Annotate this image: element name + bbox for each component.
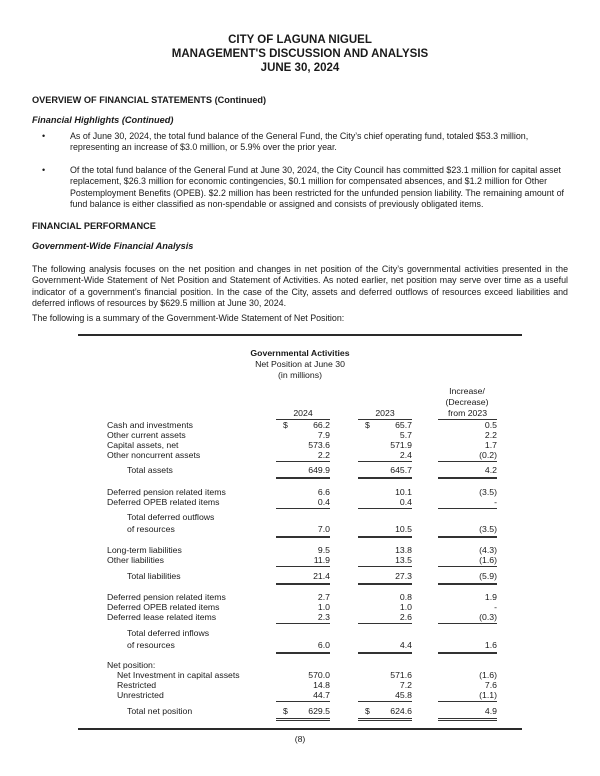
col-header-2023: 2023 <box>358 408 412 420</box>
subtotal-underline <box>276 461 330 462</box>
value-2024: 2.3 <box>317 612 330 622</box>
table-row-total <box>0 524 600 535</box>
value-change: 4.2 <box>484 465 497 475</box>
total-underline <box>358 652 412 654</box>
report-entity-title: CITY OF LAGUNA NIGUEL <box>228 34 372 46</box>
double-underline <box>276 718 330 721</box>
value-2024: 6.6 <box>317 487 330 497</box>
total-underline <box>276 536 330 538</box>
total-underline <box>276 583 330 585</box>
row-label: Other current assets <box>107 430 186 440</box>
subtotal-underline <box>438 566 497 567</box>
value-2023: 4.4 <box>399 640 412 650</box>
subtotal-underline <box>358 508 412 509</box>
table-row-total-label <box>0 628 600 639</box>
subtotal-underline <box>276 566 330 567</box>
total-underline <box>438 652 497 654</box>
value-2023: 5.7 <box>399 430 412 440</box>
col-header-change-line3: from 2023 <box>438 408 497 420</box>
subtotal-underline <box>438 701 497 702</box>
summary-intro-paragraph: The following is a summary of the Government-Wide Statement of Net Position: <box>32 313 345 323</box>
table-row-total <box>0 465 600 476</box>
table-subtitle: Net Position at June 30 <box>255 359 345 369</box>
currency-symbol: $ <box>283 420 288 430</box>
total-underline <box>358 583 412 585</box>
value-change: (3.5) <box>479 524 497 534</box>
row-label: Net position: <box>107 660 156 670</box>
subtotal-underline <box>276 701 330 702</box>
subtotal-underline <box>358 566 412 567</box>
value-change: - <box>494 497 497 507</box>
table-bottom-rule <box>78 728 522 730</box>
value-2024: 66.2 <box>313 420 330 430</box>
row-label: Total deferred inflows <box>127 628 210 638</box>
row-label: Net Investment in capital assets <box>117 670 240 680</box>
currency-symbol: $ <box>365 706 370 716</box>
total-underline <box>358 536 412 538</box>
value-change: 7.6 <box>484 680 497 690</box>
row-label: Cash and investments <box>107 420 193 430</box>
subtotal-underline <box>438 508 497 509</box>
value-change: (0.3) <box>479 612 497 622</box>
table-row-total <box>0 571 600 582</box>
value-change: 2.2 <box>484 430 497 440</box>
row-label: Total net position <box>127 706 193 716</box>
table-row <box>0 612 600 623</box>
report-date: JUNE 30, 2024 <box>260 62 340 74</box>
row-label: Other noncurrent assets <box>107 450 201 460</box>
table-top-rule <box>78 334 522 336</box>
subtotal-underline <box>358 701 412 702</box>
value-2023: 571.6 <box>390 670 412 680</box>
value-change: (0.2) <box>479 450 497 460</box>
value-change: 4.9 <box>484 706 497 716</box>
value-2023: 0.4 <box>399 497 412 507</box>
page-number: (8) <box>294 734 306 744</box>
currency-symbol: $ <box>365 420 370 430</box>
value-2024: 2.7 <box>317 592 330 602</box>
table-row-grand-total <box>0 706 600 717</box>
table-row <box>0 555 600 566</box>
currency-symbol: $ <box>283 706 288 716</box>
row-label: Total assets <box>127 465 173 475</box>
value-change: (3.5) <box>479 487 497 497</box>
row-label: of resources <box>127 640 175 650</box>
value-change: (5.9) <box>479 571 497 581</box>
value-2024: 2.2 <box>317 450 330 460</box>
table-row <box>0 450 600 461</box>
overview-heading: OVERVIEW OF FINANCIAL STATEMENTS (Continued) <box>32 95 267 105</box>
value-2023: 13.8 <box>395 545 412 555</box>
value-2023: 1.0 <box>399 602 412 612</box>
row-label: Restricted <box>117 680 157 690</box>
value-change: 1.7 <box>484 440 497 450</box>
col-header-change-line2: (Decrease) <box>445 397 489 407</box>
double-underline <box>358 718 412 721</box>
col-header-change-line1: Increase/ <box>449 386 485 396</box>
value-2023: 10.5 <box>395 524 412 534</box>
value-2023: 7.2 <box>399 680 412 690</box>
value-2023: 45.8 <box>395 690 412 700</box>
value-2024: 7.9 <box>317 430 330 440</box>
double-underline <box>438 718 497 721</box>
value-2024: 7.0 <box>317 524 330 534</box>
value-2023: 0.8 <box>399 592 412 602</box>
row-label: Total liabilities <box>127 571 181 581</box>
total-underline <box>438 477 497 479</box>
value-2023: 2.4 <box>399 450 412 460</box>
value-2024: 44.7 <box>313 690 330 700</box>
value-change: (1.1) <box>479 690 497 700</box>
value-2023: 10.1 <box>395 487 412 497</box>
value-2024: 629.5 <box>308 706 330 716</box>
table-row-total <box>0 640 600 651</box>
subtotal-underline <box>438 461 497 462</box>
table-row <box>0 497 600 508</box>
value-2024: 573.6 <box>308 440 330 450</box>
value-2024: 1.0 <box>317 602 330 612</box>
financial-performance-heading: FINANCIAL PERFORMANCE <box>32 221 156 231</box>
value-2023: 65.7 <box>395 420 412 430</box>
value-change: (4.3) <box>479 545 497 555</box>
analysis-paragraph: The following analysis focuses on the net position and changes in net position of the City’s governmental activities presented in the Government-Wide Statement of Net Position and Statement of Activities. As noted earlier, net position may serve over time as a useful indicator of a government’s financial position. In the case of the City, assets and deferred outflows of resources exceed liabilities and deferred inflows of resources by $629.5 million at June 30, 2024. <box>32 264 568 308</box>
highlight-bullet-2: Of the total fund balance of the General Fund at June 30, 2024, the City Council has committed $23.1 million for capital asset replacement, $26.3 million for economic contingencies, $0.1 million for compensated absences, and $1.2 million for Other Postemployment Benefits (OPEB). $2.2 million has been restricted for the unfunded pension liability. The remaining amount of fund balance is either classified as non-spendable or assigned and consists of previously obligated items. <box>70 165 564 209</box>
value-2024: 21.4 <box>313 571 330 581</box>
row-label: of resources <box>127 524 175 534</box>
value-2023: 624.6 <box>390 706 412 716</box>
value-2023: 571.9 <box>390 440 412 450</box>
total-underline <box>276 477 330 479</box>
row-label: Other liabilities <box>107 555 164 565</box>
row-label: Deferred pension related items <box>107 487 226 497</box>
row-label: Deferred lease related items <box>107 612 217 622</box>
table-row <box>0 690 600 701</box>
row-label: Unrestricted <box>117 690 164 700</box>
report-section-title: MANAGEMENT'S DISCUSSION AND ANALYSIS <box>171 48 429 60</box>
value-2024: 9.5 <box>317 545 330 555</box>
total-underline <box>438 583 497 585</box>
government-wide-analysis-subheading: Government-Wide Financial Analysis <box>32 241 194 251</box>
subtotal-underline <box>276 623 330 624</box>
row-label: Deferred OPEB related items <box>107 602 220 612</box>
subtotal-underline <box>438 623 497 624</box>
subtotal-underline <box>358 461 412 462</box>
value-2023: 13.5 <box>395 555 412 565</box>
value-2024: 11.9 <box>313 555 330 565</box>
value-2023: 2.6 <box>399 612 412 622</box>
value-2023: 645.7 <box>390 465 412 475</box>
col-header-2024: 2024 <box>276 408 330 420</box>
financial-highlights-subheading: Financial Highlights (Continued) <box>32 115 174 125</box>
table-title: Governmental Activities <box>250 348 350 358</box>
row-label: Long-term liabilities <box>107 545 182 555</box>
row-label: Deferred OPEB related items <box>107 497 220 507</box>
bullet-icon: • <box>42 131 46 141</box>
total-underline <box>358 477 412 479</box>
subtotal-underline <box>276 508 330 509</box>
value-2024: 6.0 <box>317 640 330 650</box>
value-change: 1.6 <box>484 640 497 650</box>
value-2024: 0.4 <box>317 497 330 507</box>
bullet-icon: • <box>42 165 46 175</box>
value-change: 0.5 <box>484 420 497 430</box>
subtotal-underline <box>358 623 412 624</box>
value-2024: 14.8 <box>313 680 330 690</box>
total-underline <box>438 536 497 538</box>
row-label: Deferred pension related items <box>107 592 226 602</box>
value-2023: 27.3 <box>395 571 412 581</box>
value-change: - <box>494 602 497 612</box>
row-label: Capital assets, net <box>107 440 179 450</box>
value-2024: 570.0 <box>308 670 330 680</box>
total-underline <box>276 652 330 654</box>
table-row-total-label <box>0 512 600 523</box>
table-units: (in millions) <box>278 370 322 380</box>
value-change: (1.6) <box>479 555 497 565</box>
row-label: Total deferred outflows <box>127 512 215 522</box>
value-2024: 649.9 <box>308 465 330 475</box>
highlight-bullet-1: As of June 30, 2024, the total fund balance of the General Fund, the City’s chief operating fund, totaled $53.3 million, representing an increase of $3.0 million, or 5.9% over the prior year. <box>70 131 529 153</box>
value-change: (1.6) <box>479 670 497 680</box>
value-change: 1.9 <box>484 592 497 602</box>
